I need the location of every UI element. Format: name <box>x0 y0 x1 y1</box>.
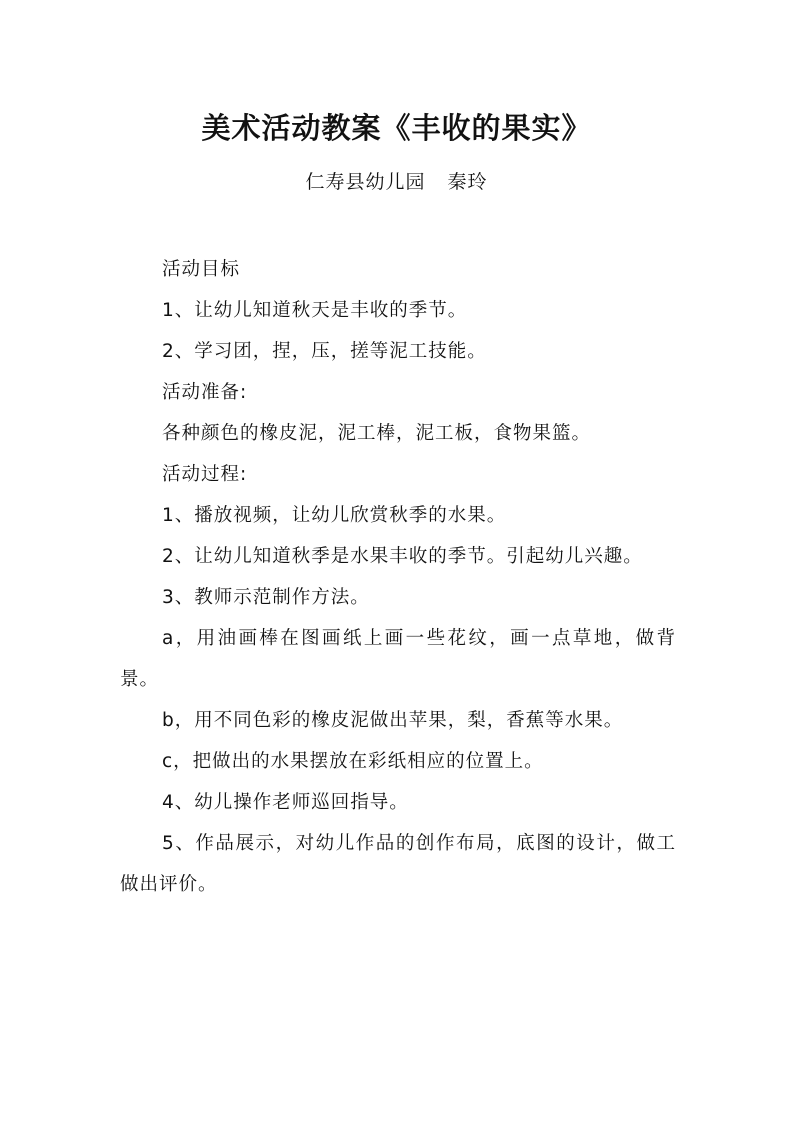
author-line <box>0 168 793 196</box>
section-heading-preparation: 活动准备: <box>162 382 248 403</box>
author-school: 仁寿县幼儿园 <box>305 171 426 193</box>
document-body <box>120 249 676 905</box>
author-name: 秦玲 <box>447 171 488 193</box>
process-substep-c: c，把做出的水果摆放在彩纸相应的位置上。 <box>162 751 544 772</box>
section-heading-goals: 活动目标 <box>162 259 241 280</box>
preparation-text: 各种颜色的橡皮泥，泥工棒，泥工板，食物果篮。 <box>162 423 592 444</box>
process-step-1: 1、播放视频，让幼儿欣赏秋季的水果。 <box>162 505 507 526</box>
process-step-2: 2、让幼儿知道秋季是水果丰收的季节。引起幼儿兴趣。 <box>162 546 643 567</box>
goal-item-1: 1、让幼儿知道秋天是丰收的季节。 <box>162 300 468 321</box>
process-step-5: 5、作品展示，对幼儿作品的创作布局，底图的设计，做工做出评价。 <box>120 833 676 895</box>
process-substep-a: a，用油画棒在图画纸上画一些花纹，画一点草地，做背景。 <box>120 628 676 690</box>
section-heading-process: 活动过程: <box>162 464 248 485</box>
process-substep-b: b，用不同色彩的橡皮泥做出苹果，梨，香蕉等水果。 <box>162 710 624 731</box>
process-step-3: 3、教师示范制作方法。 <box>162 587 370 608</box>
page-title: 美术活动教案《丰收的果实》 <box>201 111 592 145</box>
process-step-4: 4、幼儿操作老师巡回指导。 <box>162 792 409 813</box>
goal-item-2: 2、学习团，捏，压，搓等泥工技能。 <box>162 341 487 362</box>
